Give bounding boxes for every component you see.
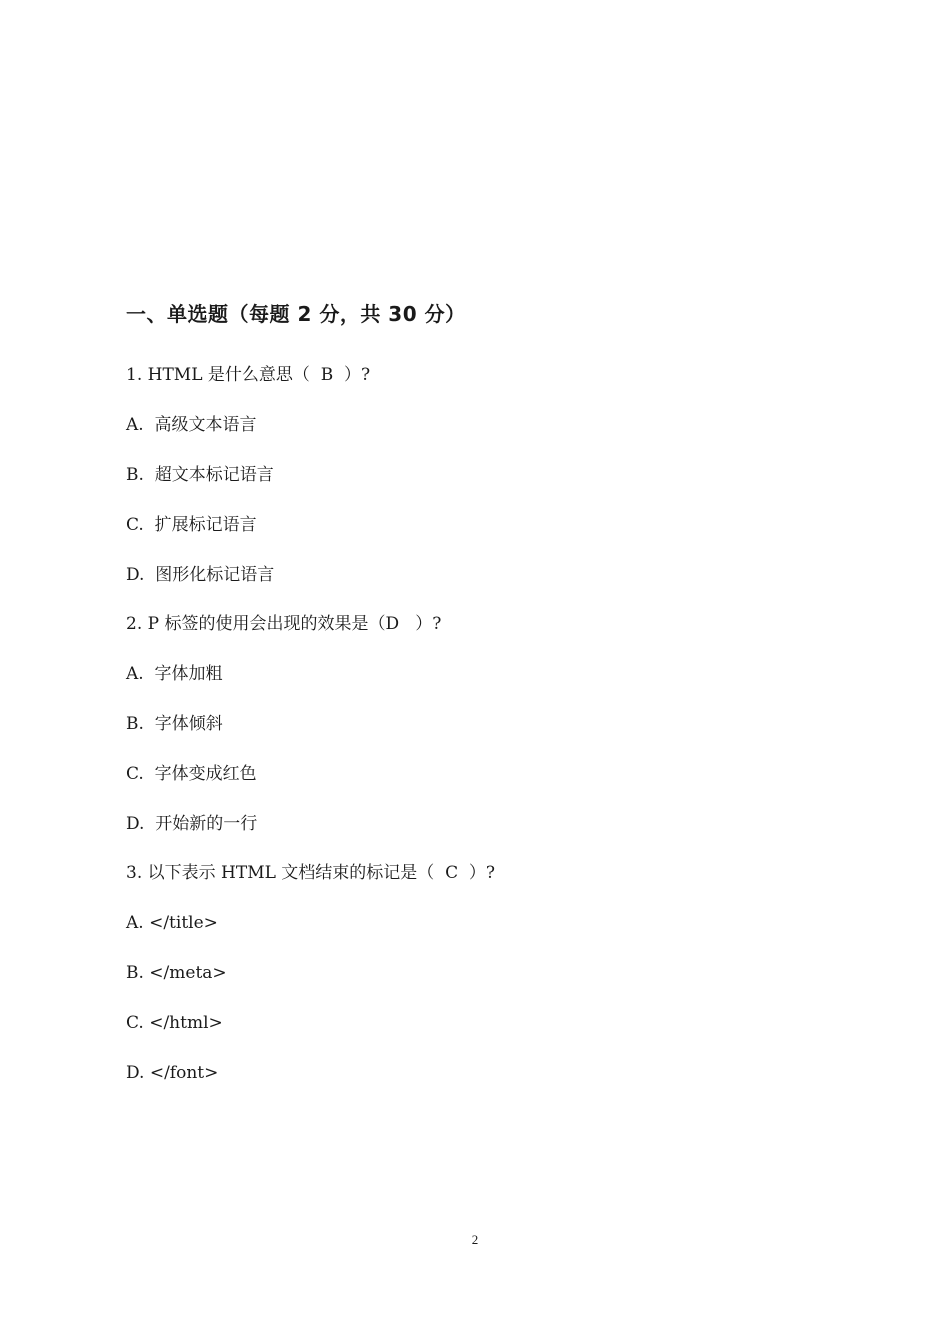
question-2-option-d: D. 开始新的一行 — [126, 814, 258, 834]
question-2-option-a: A. 字体加粗 — [126, 664, 223, 684]
question-3-option-c: C. </html> — [126, 1013, 223, 1033]
question-1-option-c: C. 扩展标记语言 — [126, 515, 257, 535]
question-1-option-d: D. 图形化标记语言 — [126, 565, 275, 585]
question-3-option-b: B. </meta> — [126, 963, 227, 983]
question-1-option-a: A. 高级文本语言 — [126, 415, 257, 435]
question-2-option-b: B. 字体倾斜 — [126, 714, 223, 734]
question-3-option-a: A. </title> — [126, 913, 218, 933]
page-number: 2 — [471, 1232, 479, 1247]
question-1-option-b: B. 超文本标记语言 — [126, 465, 274, 485]
question-2-option-c: C. 字体变成红色 — [126, 764, 257, 784]
section-heading: 一、单选题（每题 2 分，共 30 分） — [126, 302, 466, 326]
question-2-stem: 2. P 标签的使用会出现的效果是（D ）? — [126, 614, 442, 634]
question-3-option-d: D. </font> — [126, 1063, 219, 1083]
question-1-stem: 1. HTML 是什么意思（ B ）? — [126, 365, 371, 385]
question-3-stem: 3. 以下表示 HTML 文档结束的标记是（ C ）? — [126, 863, 496, 883]
